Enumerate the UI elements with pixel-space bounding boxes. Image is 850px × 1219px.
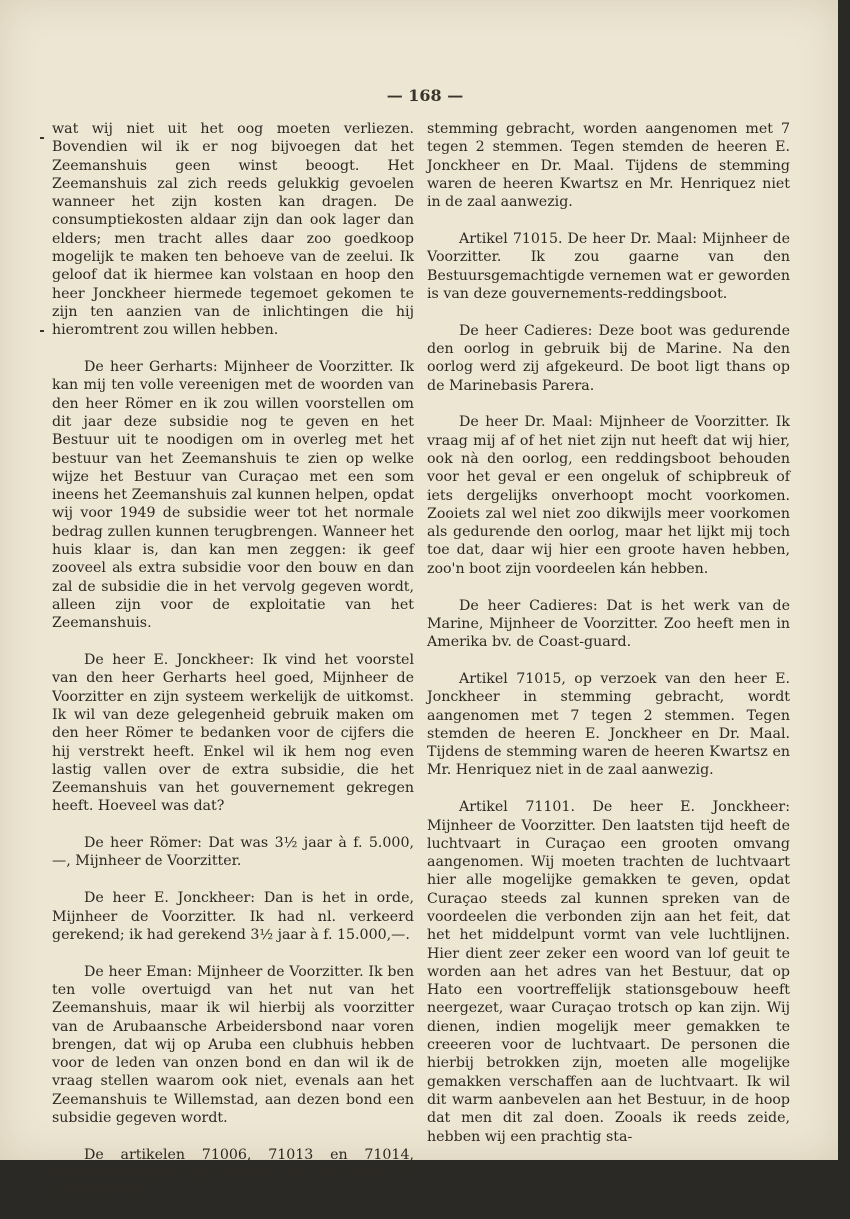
paragraph: wat wij niet uit het oog moeten verliezen. Bovendien wil ik er nog bijvoegen dat het Zeemanshuis geen winst beoogt. Het Zeemanshuis zal zich reeds gelukkig gevoelen wanneer het zijn kosten kan dragen. De consumptiekosten aldaar zijn dan ook lager dan elders; men tracht alles daar zoo goedkoop mogelijk te maken ten behoeve van de zeelui. Ik geloof dat ik hiermee kan volstaan en hoop den heer Jonckheer hiermede tegemoet gekomen te zijn ten aanzien van de inlichtingen die hij hieromtrent zou willen hebben. xyxy=(52,121,414,339)
margin-mark xyxy=(40,137,44,139)
paragraph: De heer Römer: Dat was 3½ jaar à f. 5.000,—, Mijnheer de Voorzitter. xyxy=(52,835,414,870)
page-number: — 168 — xyxy=(386,86,464,105)
paragraph: Artikel 71101. De heer E. Jonckheer: Mijnheer de Voorzitter. Den laatsten tijd heeft de luchtvaart in Curaçao een grooten omvang aangenomen. Wij moeten trachten de luchtvaart hier alle mogelijke gemakken te geven, opdat Curaçao steeds zal kunnen spreken van de voordeelen die verbonden zijn aan het feit, dat het het middelpunt vormt van vele luchtlijnen. Hier dient zeer zeker een woord van lof geuit te worden aan het adres van het Bestuur, dat op Hato een voortreffelijk stationsgebouw heeft neergezet, waar Curaçao trotsch op kan zijn. Wij dienen, indien mogelijk meer gemakken te creeeren voor de luchtvaart. De personen die hierbij betrokken zijn, moeten alle mogelijke gemakken verschaffen aan de luchtvaart. Ik wil dit warm aanbevelen aan het Bestuur, in de hoop dat men dit zal doen. Zooals ik reeds zeide, hebben wij een prachtig sta- xyxy=(427,799,790,1145)
paragraph: De heer Cadieres: Dat is het werk van de Marine, Mijnheer de Voorzitter. Zoo heeft men in Amerika bv. de Coast-guard. xyxy=(427,597,790,651)
paragraph: De heer Eman: Mijnheer de Voorzitter. Ik ben ten volle overtuigd van het nut van het Zeemanshuis, maar ik wil hierbij als voorzitter van de Arubaansche Arbeidersbond naar voren brengen, dat wij op Aruba een clubhuis hebben voor de leden van onzen bond en dan wil ik de vraag stellen waarom ook niet, evenals aan het Zeemanshuis te Willemstad, aan dezen bond een subsidie gegeven wordt. xyxy=(52,963,414,1127)
paragraph: Artikel 71015. De heer Dr. Maal: Mijnheer de Voorzitter. Ik zou gaarne van den Bestuursgemachtigde vernemen wat er geworden is van deze gouvernements-reddingsboot. xyxy=(427,230,790,302)
paragraph: De artikelen 71006, 71013 en 71014, achtereenvolgens op verzoek van den heer E. Jonckheer in xyxy=(52,1146,414,1200)
paragraph: De heer E. Jonckheer: Dan is het in orde, Mijnheer de Voorzitter. Ik had nl. verkeerd gerekend; ik had gerekend 3½ jaar à f. 15.000,—. xyxy=(52,890,414,943)
paragraph: De heer Gerharts: Mijnheer de Voorzitter. Ik kan mij ten volle vereenigen met de woorden van den heer Römer en ik zou willen voorstellen om dit jaar deze subsidie nog te geven en het Bestuur uit te noodigen om in overleg met het bestuur van het Zeemanshuis te zien op welke wijze het Bestuur van Curaçao met een som ineens het Zeemanshuis zal kunnen helpen, opdat wij voor 1949 de subsidie weer tot het normale bedrag zullen kunnen terugbrengen. Wanneer het huis klaar is, dan kan men zeggen: ik geef zooveel als extra subsidie voor den bouw en dan zal de subsidie die in het vervolg gegeven wordt, alleen zijn voor de exploitatie van het Zeemanshuis. xyxy=(52,359,414,632)
paragraph: De heer E. Jonckheer: Ik vind het voorstel van den heer Gerharts heel goed, Mijnheer de Voorzitter en zijn systeem werkelijk de uitkomst. Ik wil van deze gelegenheid gebruik maken om den heer Römer te bedanken voor de cijfers die hij verstrekt heeft. Enkel wil ik hem nog even lastig vallen over de extra subsidie, die het Zeemanshuis van het gouvernement gekregen heeft. Hoeveel was dat? xyxy=(52,652,414,815)
paragraph: Artikel 71015, op verzoek van den heer E. Jonckheer in stemming gebracht, wordt aangenomen met 7 tegen 2 stemmen. Tegen stemden de heeren E. Jonckheer en Dr. Maal. Tijdens de stemming waren de heeren Kwartsz en Mr. Henriquez niet in de zaal aanwezig. xyxy=(427,670,790,779)
paragraph: stemming gebracht, worden aangenomen met 7 tegen 2 stemmen. Tegen stemden de heeren E. Jonckheer en Dr. Maal. Tijdens de stemming waren de heeren Kwartsz en Mr. Henriquez niet in de zaal aanwezig. xyxy=(427,121,790,211)
paragraph: De heer Cadieres: Deze boot was gedurende den oorlog in gebruik bij de Marine. Na den oorlog werd zij afgekeurd. De boot ligt thans op de Marinebasis Parera. xyxy=(427,322,790,394)
left-column xyxy=(52,120,414,1219)
margin-mark xyxy=(40,330,44,332)
paragraph: De heer Dr. Maal: Mijnheer de Voorzitter. Ik vraag mij af of het niet zijn nut heeft dat wij hier, ook nà den oorlog, een reddingsboot behouden voor het geval er een ongeluk of schipbreuk of iets dergelijks onverhoopt mocht voorkomen. Zooiets zal wel niet zoo dikwijls meer voorkomen als gedurende den oorlog, maar het lijkt mij toch toe dat, daar wij hier een groote haven hebben, zoo'n boot zijn voordeelen kán hebben. xyxy=(427,414,790,577)
right-column xyxy=(427,120,790,1164)
